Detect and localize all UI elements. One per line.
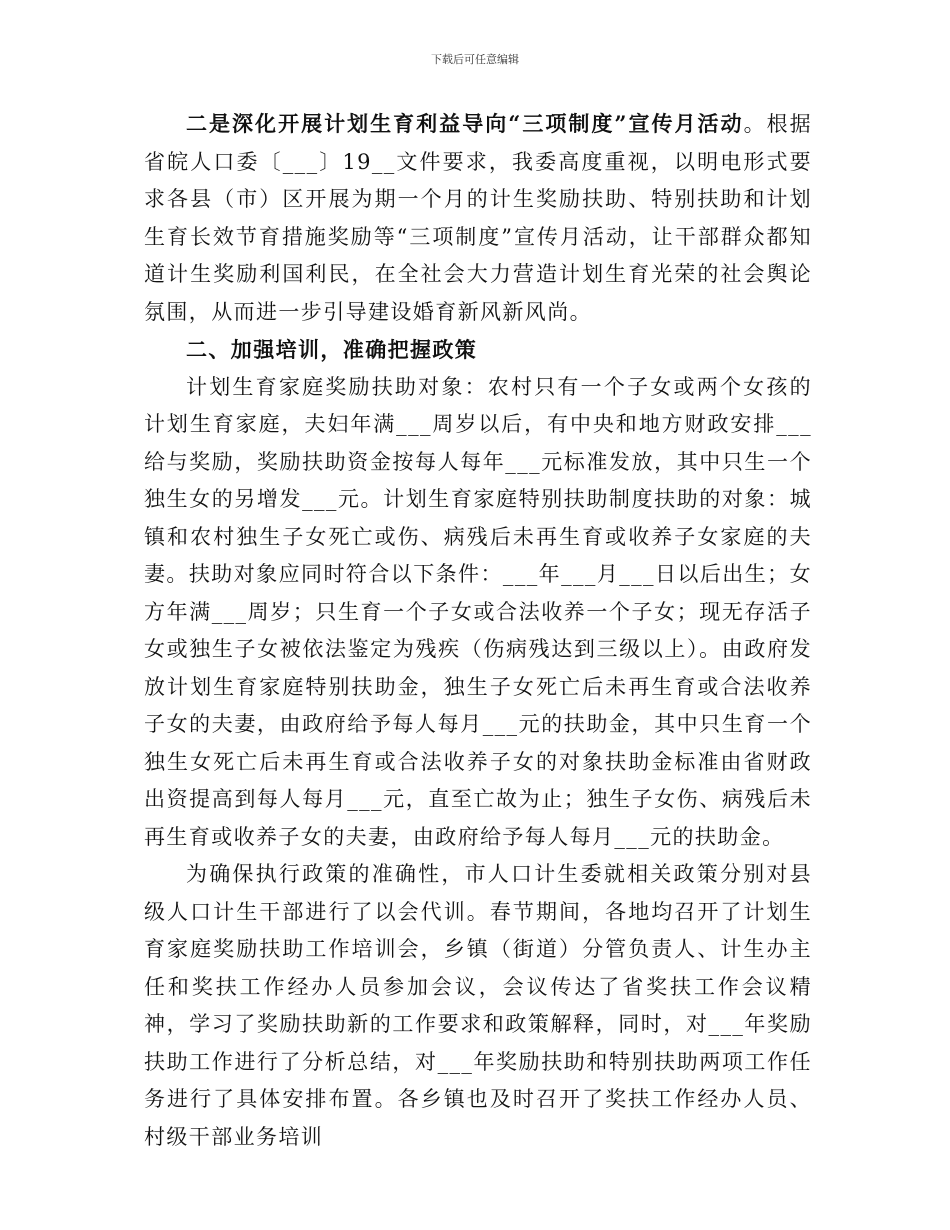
paragraph-body-text: 。根据省皖人口委〔___〕19__文件要求，我委高度重视，以明电形式要求各县（市）区开展为期一个月的计生奖励扶助、特别扶助和计划生育长效节育措施奖励等“三项制度”宣传月活动，让干部群众都知道计生奖励利国利民，在全社会大力营造计划生育光荣的社会舆论氛围，从而进一步引导建设婚育新风新风尚。 [144, 112, 813, 324]
paragraph-training: 为确保执行政策的准确性，市人口计生委就相关政策分别对县级人口计生干部进行了以会代训。春节期间，各地均召开了计划生育家庭奖励扶助工作培训会，乡镇（街道）分管负责人、计生办主任和奖扶工作经办人员参加会议，会议传达了省奖扶工作会议精神，学习了奖励扶助新的工作要求和政策解释，同时，对___年奖励扶助工作进行了分析总结，对___年奖励扶助和特别扶助两项工作任务进行了具体安排布置。各乡镇也及时召开了奖扶工作经办人员、村级干部业务培训 [144, 862, 812, 1149]
document-body [144, 105, 812, 1156]
paragraph-lead-bold: 二是深化开展计划生育利益导向“三项制度”宣传月活动 [186, 111, 744, 136]
page-header-note: 下载后可任意编辑 [431, 53, 519, 66]
section-heading: 二、加强培训，准确把握政策 [186, 337, 478, 362]
paragraph-reward-policy: 计划生育家庭奖励扶助对象：农村只有一个子女或两个女孩的计划生育家庭，夫妇年满___周岁以后，有中央和地方财政安排___给与奖励，奖励扶助资金按每人每年___元标准发放，其中只生一个独生女的另增发___元。计划生育家庭特别扶助制度扶助的对象：城镇和农村独生子女死亡或伤、病残后未再生育或收养子女家庭的夫妻。扶助对象应同时符合以下条件：___年___月___日以后出生；女方年满___周岁；只生育一个子女或合法收养一个子女；现无存活子女或独生子女被依法鉴定为残疾（伤病残达到三级以上）。由政府发放计划生育家庭特别扶助金，独生子女死亡后未再生育或合法收养子女的夫妻，由政府给予每人每月___元的扶助金，其中只生育一个独生女死亡后未再生育或合法收养子女的对象扶助金标准由省财政出资提高到每人每月___元，直至亡故为止；独生子女伤、病残后未再生育或收养子女的夫妻，由政府给予每人每月___元的扶助金。 [144, 374, 812, 849]
paragraph-propaganda-month [144, 105, 812, 331]
